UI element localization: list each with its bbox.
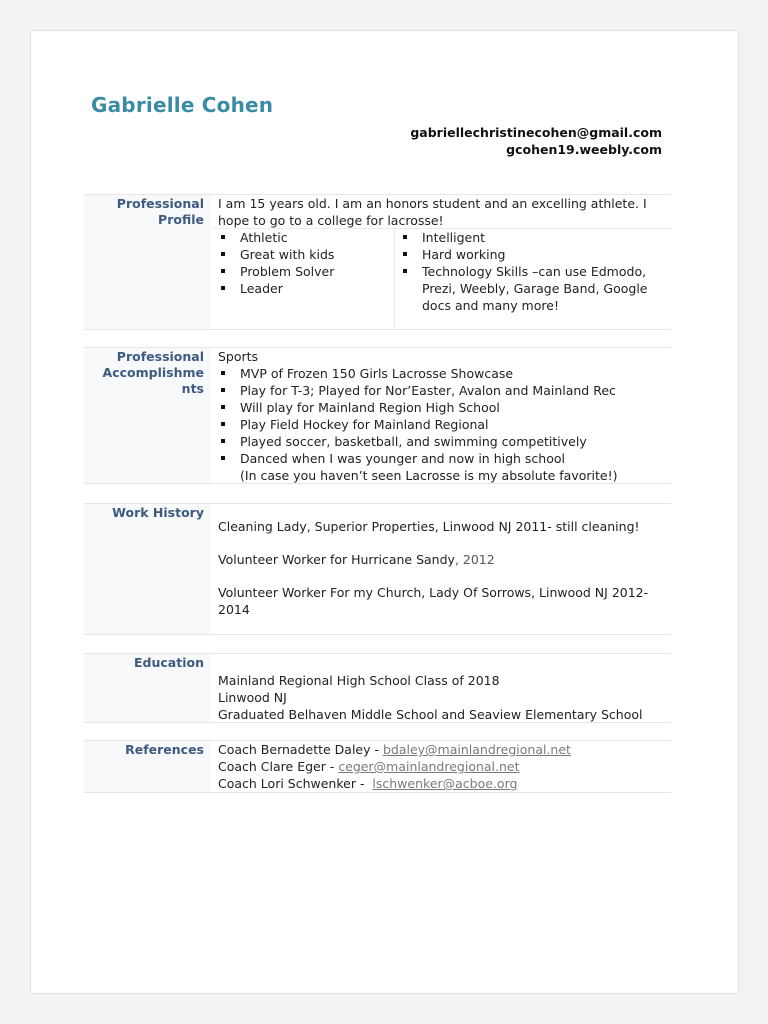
education-line: Mainland Regional High School Class of 2018 <box>218 673 500 688</box>
education-heading: Education <box>84 654 211 722</box>
column-divider <box>394 229 395 329</box>
references-heading: References <box>84 741 211 792</box>
list-item: Leader <box>218 280 388 297</box>
list-item: Play for T-3; Played for Nor’Easter, Avalon and Mainland Rec <box>218 382 665 399</box>
education-section <box>84 653 671 723</box>
reference-entry: Coach Bernadette Daley - bdaley@mainlandregional.net <box>218 742 571 757</box>
list-item: Athletic <box>218 229 388 246</box>
traits-right-list <box>400 229 670 314</box>
list-item: Played soccer, basketball, and swimming competitively <box>218 433 665 450</box>
education-line: Linwood NJ <box>218 690 287 705</box>
work-history-heading: Work History <box>84 504 211 634</box>
references-body <box>212 741 671 792</box>
list-item: Will play for Mainland Region High School <box>218 399 665 416</box>
reference-entry: Coach Clare Eger - ceger@mainlandregional.net <box>218 759 520 774</box>
contact-block <box>410 124 662 158</box>
accomplishments-section <box>84 347 671 484</box>
reference-email-link[interactable]: ceger@mainlandregional.net <box>338 759 520 774</box>
reference-entry: Coach Lori Schwenker - lschwenker@acboe.org <box>218 776 518 791</box>
traits-left-list <box>218 229 388 297</box>
accomplishments-heading: Professional Accomplishme nts <box>84 348 211 483</box>
accomplishments-list <box>218 365 665 467</box>
accomplishments-note: (In case you haven’t seen Lacrosse is my absolute favorite!) <box>240 468 618 483</box>
applicant-name: Gabrielle Cohen <box>91 93 274 117</box>
work-entry: Volunteer Worker For my Church, Lady Of Sorrows, Linwood NJ 2012-2014 <box>218 585 649 617</box>
work-entry: Cleaning Lady, Superior Properties, Linwood NJ 2011- still cleaning! <box>218 519 640 534</box>
reference-email-link[interactable]: bdaley@mainlandregional.net <box>382 742 571 757</box>
accomplishments-intro: Sports <box>218 349 259 364</box>
accomplishments-body <box>212 348 671 483</box>
list-item: Play Field Hockey for Mainland Regional <box>218 416 665 433</box>
work-history-section <box>84 503 671 635</box>
email-address: gabriellechristinecohen@gmail.com <box>410 125 662 140</box>
list-item: Great with kids <box>218 246 388 263</box>
profile-section <box>84 194 671 330</box>
education-body <box>212 654 671 722</box>
list-item: Danced when I was younger and now in high school <box>218 450 665 467</box>
resume-page <box>30 30 739 994</box>
profile-heading: Professional Profile <box>84 195 211 329</box>
website-address: gcohen19.weebly.com <box>506 142 662 157</box>
list-item: Problem Solver <box>218 263 388 280</box>
list-item: Technology Skills –can use Edmodo, Prezi, Weebly, Garage Band, Google docs and many more! <box>400 263 670 314</box>
profile-body <box>212 195 671 329</box>
list-item: MVP of Frozen 150 Girls Lacrosse Showcase <box>218 365 665 382</box>
list-item: Hard working <box>400 246 670 263</box>
references-section <box>84 740 671 793</box>
education-line: Graduated Belhaven Middle School and Seaview Elementary School <box>218 707 643 722</box>
work-entry: Volunteer Worker for Hurricane Sandy, 2012 <box>218 552 495 567</box>
reference-email-link[interactable]: lschwenker@acboe.org <box>372 776 518 791</box>
work-history-body <box>212 504 671 634</box>
profile-summary: I am 15 years old. I am an honors student and an excelling athlete. I hope to go to a college for lacrosse! <box>212 195 671 229</box>
list-item: Intelligent <box>400 229 670 246</box>
